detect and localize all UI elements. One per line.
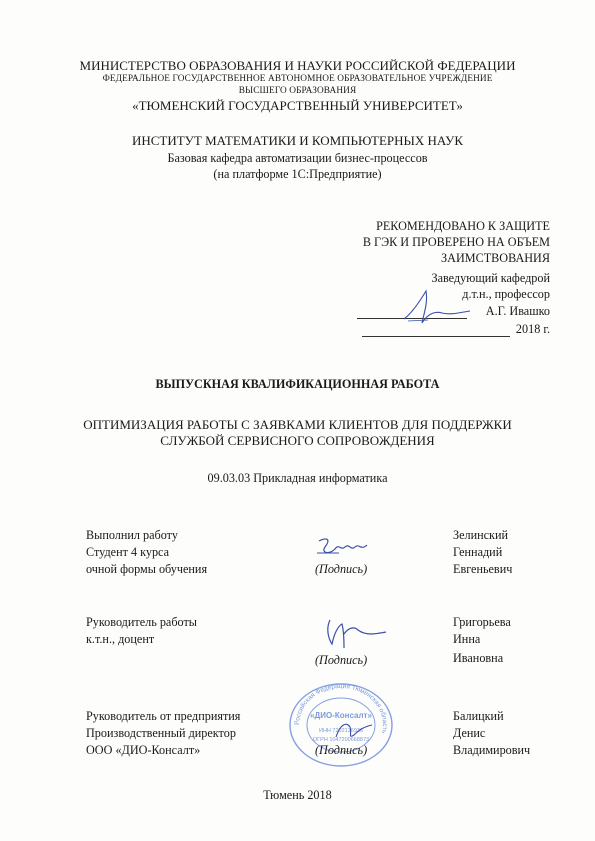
company-supervisor-first-name: Денис bbox=[453, 726, 486, 740]
supervisor-first-name: Инна bbox=[453, 632, 481, 646]
ministry-heading: МИНИСТЕРСТВО ОБРАЗОВАНИЯ И НАУКИ РОССИЙСКОЙ ФЕДЕРАЦИИ bbox=[79, 58, 516, 73]
head-signature-icon bbox=[398, 283, 478, 333]
stamp-ogrn: ОГРН 1047200668873 bbox=[312, 737, 370, 743]
institute-name: ИНСТИТУТ МАТЕМАТИКИ И КОМПЬЮТЕРНЫХ НАУК bbox=[131, 133, 464, 148]
student-role-line-1: Выполнил работу bbox=[86, 528, 178, 542]
company-supervisor-role-line-1: Руководитель от предприятия bbox=[86, 709, 241, 723]
company-supervisor-role-line-3: ООО «ДИО-Консалт» bbox=[86, 743, 201, 757]
student-role-line-2: Студент 4 курса bbox=[86, 545, 170, 559]
stamp-ring-text: Российская Федерация Тюменская область bbox=[293, 682, 389, 734]
head-of-department-name: А.Г. Ивашко bbox=[485, 304, 550, 318]
approval-line-1: РЕКОМЕНДОВАНО К ЗАЩИТЕ bbox=[376, 219, 550, 233]
supervisor-patronymic: Ивановна bbox=[453, 651, 504, 665]
company-supervisor-role-line-2: Производственный директор bbox=[86, 726, 236, 740]
student-first-name: Геннадий bbox=[453, 545, 503, 559]
head-of-department-degree: д.т.н., профессор bbox=[462, 287, 550, 301]
city-year: Тюмень 2018 bbox=[263, 788, 332, 802]
stamp-inn: ИНН 7202126936 bbox=[318, 728, 364, 734]
student-signature-caption: (Подпись) bbox=[315, 562, 368, 576]
work-title-line-1: ОПТИМИЗАЦИЯ РАБОТЫ С ЗАЯВКАМИ КЛИЕНТОВ ДЛЯ ПОДДЕРЖКИ bbox=[83, 417, 512, 432]
institution-type-line-2: ВЫСШЕГО ОБРАЗОВАНИЯ bbox=[238, 86, 357, 96]
supervisor-role-line-1: Руководитель работы bbox=[86, 615, 197, 629]
work-title-line-2: СЛУЖБОЙ СЕРВИСНОГО СОПРОВОЖДЕНИЯ bbox=[160, 433, 435, 448]
company-supervisor-surname: Балицкий bbox=[453, 709, 504, 723]
supervisor-role-line-2: к.т.н., доцент bbox=[86, 632, 155, 646]
student-signature-icon bbox=[315, 533, 375, 563]
supervisor-signature-icon bbox=[322, 614, 392, 654]
company-supervisor-patronymic: Владимирович bbox=[453, 743, 531, 757]
department-name: Базовая кафедра автоматизации бизнес-процессов bbox=[167, 151, 428, 165]
student-surname: Зелинский bbox=[453, 528, 509, 542]
student-patronymic: Евгеньевич bbox=[453, 562, 513, 576]
stamp-company-name: «ДИО-Консалт» bbox=[310, 711, 372, 720]
student-role-line-3: очной формы обучения bbox=[86, 562, 208, 576]
approval-year: 2018 г. bbox=[515, 322, 550, 336]
approval-line-2: В ГЭК И ПРОВЕРЕНО НА ОБЪЕМ bbox=[362, 235, 550, 249]
date-line bbox=[362, 336, 510, 337]
supervisor-surname: Григорьева bbox=[453, 615, 511, 629]
work-type: ВЫПУСКНАЯ КВАЛИФИКАЦИОННАЯ РАБОТА bbox=[155, 377, 440, 391]
platform-note: (на платформе 1С:Предприятие) bbox=[213, 167, 382, 181]
company-supervisor-signature-icon bbox=[330, 715, 380, 745]
institution-type-line-1: ФЕДЕРАЛЬНОЕ ГОСУДАРСТВЕННОЕ АВТОНОМНОЕ ОБРАЗОВАТЕЛЬНОЕ УЧРЕЖДЕНИЕ bbox=[102, 74, 493, 84]
company-supervisor-signature-caption: (Подпись) bbox=[315, 743, 368, 757]
university-name: «ТЮМЕНСКИЙ ГОСУДАРСТВЕННЫЙ УНИВЕРСИТЕТ» bbox=[132, 98, 463, 113]
head-of-department-title: Заведующий кафедрой bbox=[431, 271, 550, 285]
specialty: 09.03.03 Прикладная информатика bbox=[207, 471, 388, 485]
approval-line-3: ЗАИМСТВОВАНИЯ bbox=[441, 251, 550, 265]
supervisor-signature-caption: (Подпись) bbox=[315, 653, 368, 667]
